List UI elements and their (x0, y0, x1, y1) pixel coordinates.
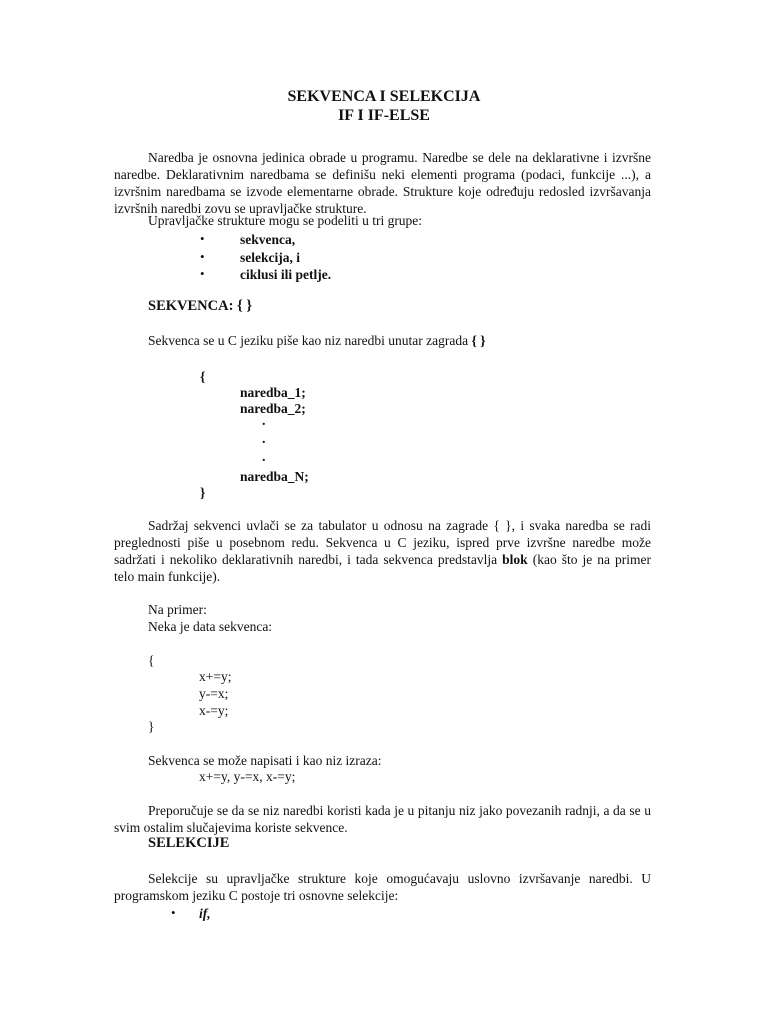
sekvenca-paragraph (114, 517, 651, 585)
niz-izraza-expression: x+=y, y-=x, x-=y; (199, 769, 296, 784)
block-dot-1: . (262, 414, 266, 429)
block-dot-2: . (262, 432, 266, 447)
neka-je-data-label: Neka je data sekvenca: (148, 619, 273, 634)
sekvenca-paragraph-end: (kao što je na primer telo main funkcije). (114, 552, 652, 584)
block-dot-3: . (262, 450, 266, 465)
example-close-brace: } (148, 719, 155, 734)
example-line-3: x-=y; (199, 703, 229, 718)
group-item-selekcija: selekcija, i (240, 250, 300, 265)
block-line-1: naredba_1; (240, 385, 306, 400)
selekcije-paragraph: Selekcije su upravljačke strukture koje omogućavaju uslovno izvršavanje naredbi. U programskom jeziku C postoje tri osnovne selekcije: (114, 871, 651, 903)
sekvenca-heading: SEKVENCA: { } (148, 298, 253, 314)
sekvenca-desc-text: Sekvenca se u C jeziku piše kao niz naredbi unutar zagrada (148, 333, 469, 348)
example-line-1: x+=y; (199, 669, 232, 684)
group-item-ciklusi: ciklusi ili petlje. (240, 267, 332, 282)
bullet-icon: • (200, 249, 205, 264)
block-close-brace: } (200, 485, 206, 500)
groups-intro-line: Upravljačke strukture mogu se podeliti u tri grupe: (148, 213, 423, 228)
preporucuje-paragraph: Preporučuje se da se niz naredbi koristi kada je u pitanju niz jako povezanih radnji, a da se u svim ostalim slučajevima koriste sekvence. (114, 803, 651, 835)
document-title-line2: IF I IF-ELSE (338, 107, 430, 124)
bullet-icon: • (200, 231, 205, 246)
selekcije-heading: SELEKCIJE (148, 835, 230, 851)
block-line-2: naredba_2; (240, 401, 306, 416)
bullet-icon: • (200, 266, 205, 281)
example-open-brace: { (148, 653, 155, 668)
example-line-2: y-=x; (199, 686, 229, 701)
sekvenca-paragraph-text: Sadržaj sekvenci uvlači se za tabulator u odnosu na zagrade { }, i svaka naredba se radi preglednosti piše u posebnom redu. Sekvenca u C jeziku, ispred prve izvršne naredbe može sadržati i nekoliko deklarativnih naredbi, i tada sekvenca predstavlja (114, 518, 651, 567)
group-item-sekvenca: sekvenca, (240, 232, 296, 247)
sekvenca-description (148, 332, 486, 349)
selection-item-if: if, (199, 906, 211, 921)
block-open-brace: { (200, 369, 206, 384)
document-title-line1: SEKVENCA I SELEKCIJA (287, 88, 481, 105)
blok-term: blok (502, 552, 528, 567)
niz-izraza-text: Sekvenca se može napisati i kao niz izraza: (148, 753, 382, 768)
block-line-n: naredba_N; (240, 469, 309, 484)
na-primer-label: Na primer: (148, 602, 207, 617)
intro-paragraph: Naredba je osnovna jedinica obrade u programu. Naredbe se dele na deklarativne i izvršne naredbe. Deklarativnim naredbama se definišu neki elementi programa (podaci, funkcije ...), a izvršnim naredbama se izvode elementarne obrade. Strukture koje određuju redosled izvršavanja izvršnih naredbi zovu se upravljačke strukture. (114, 150, 651, 216)
sekvenca-desc-braces: { } (471, 333, 486, 348)
bullet-icon: • (171, 905, 176, 920)
